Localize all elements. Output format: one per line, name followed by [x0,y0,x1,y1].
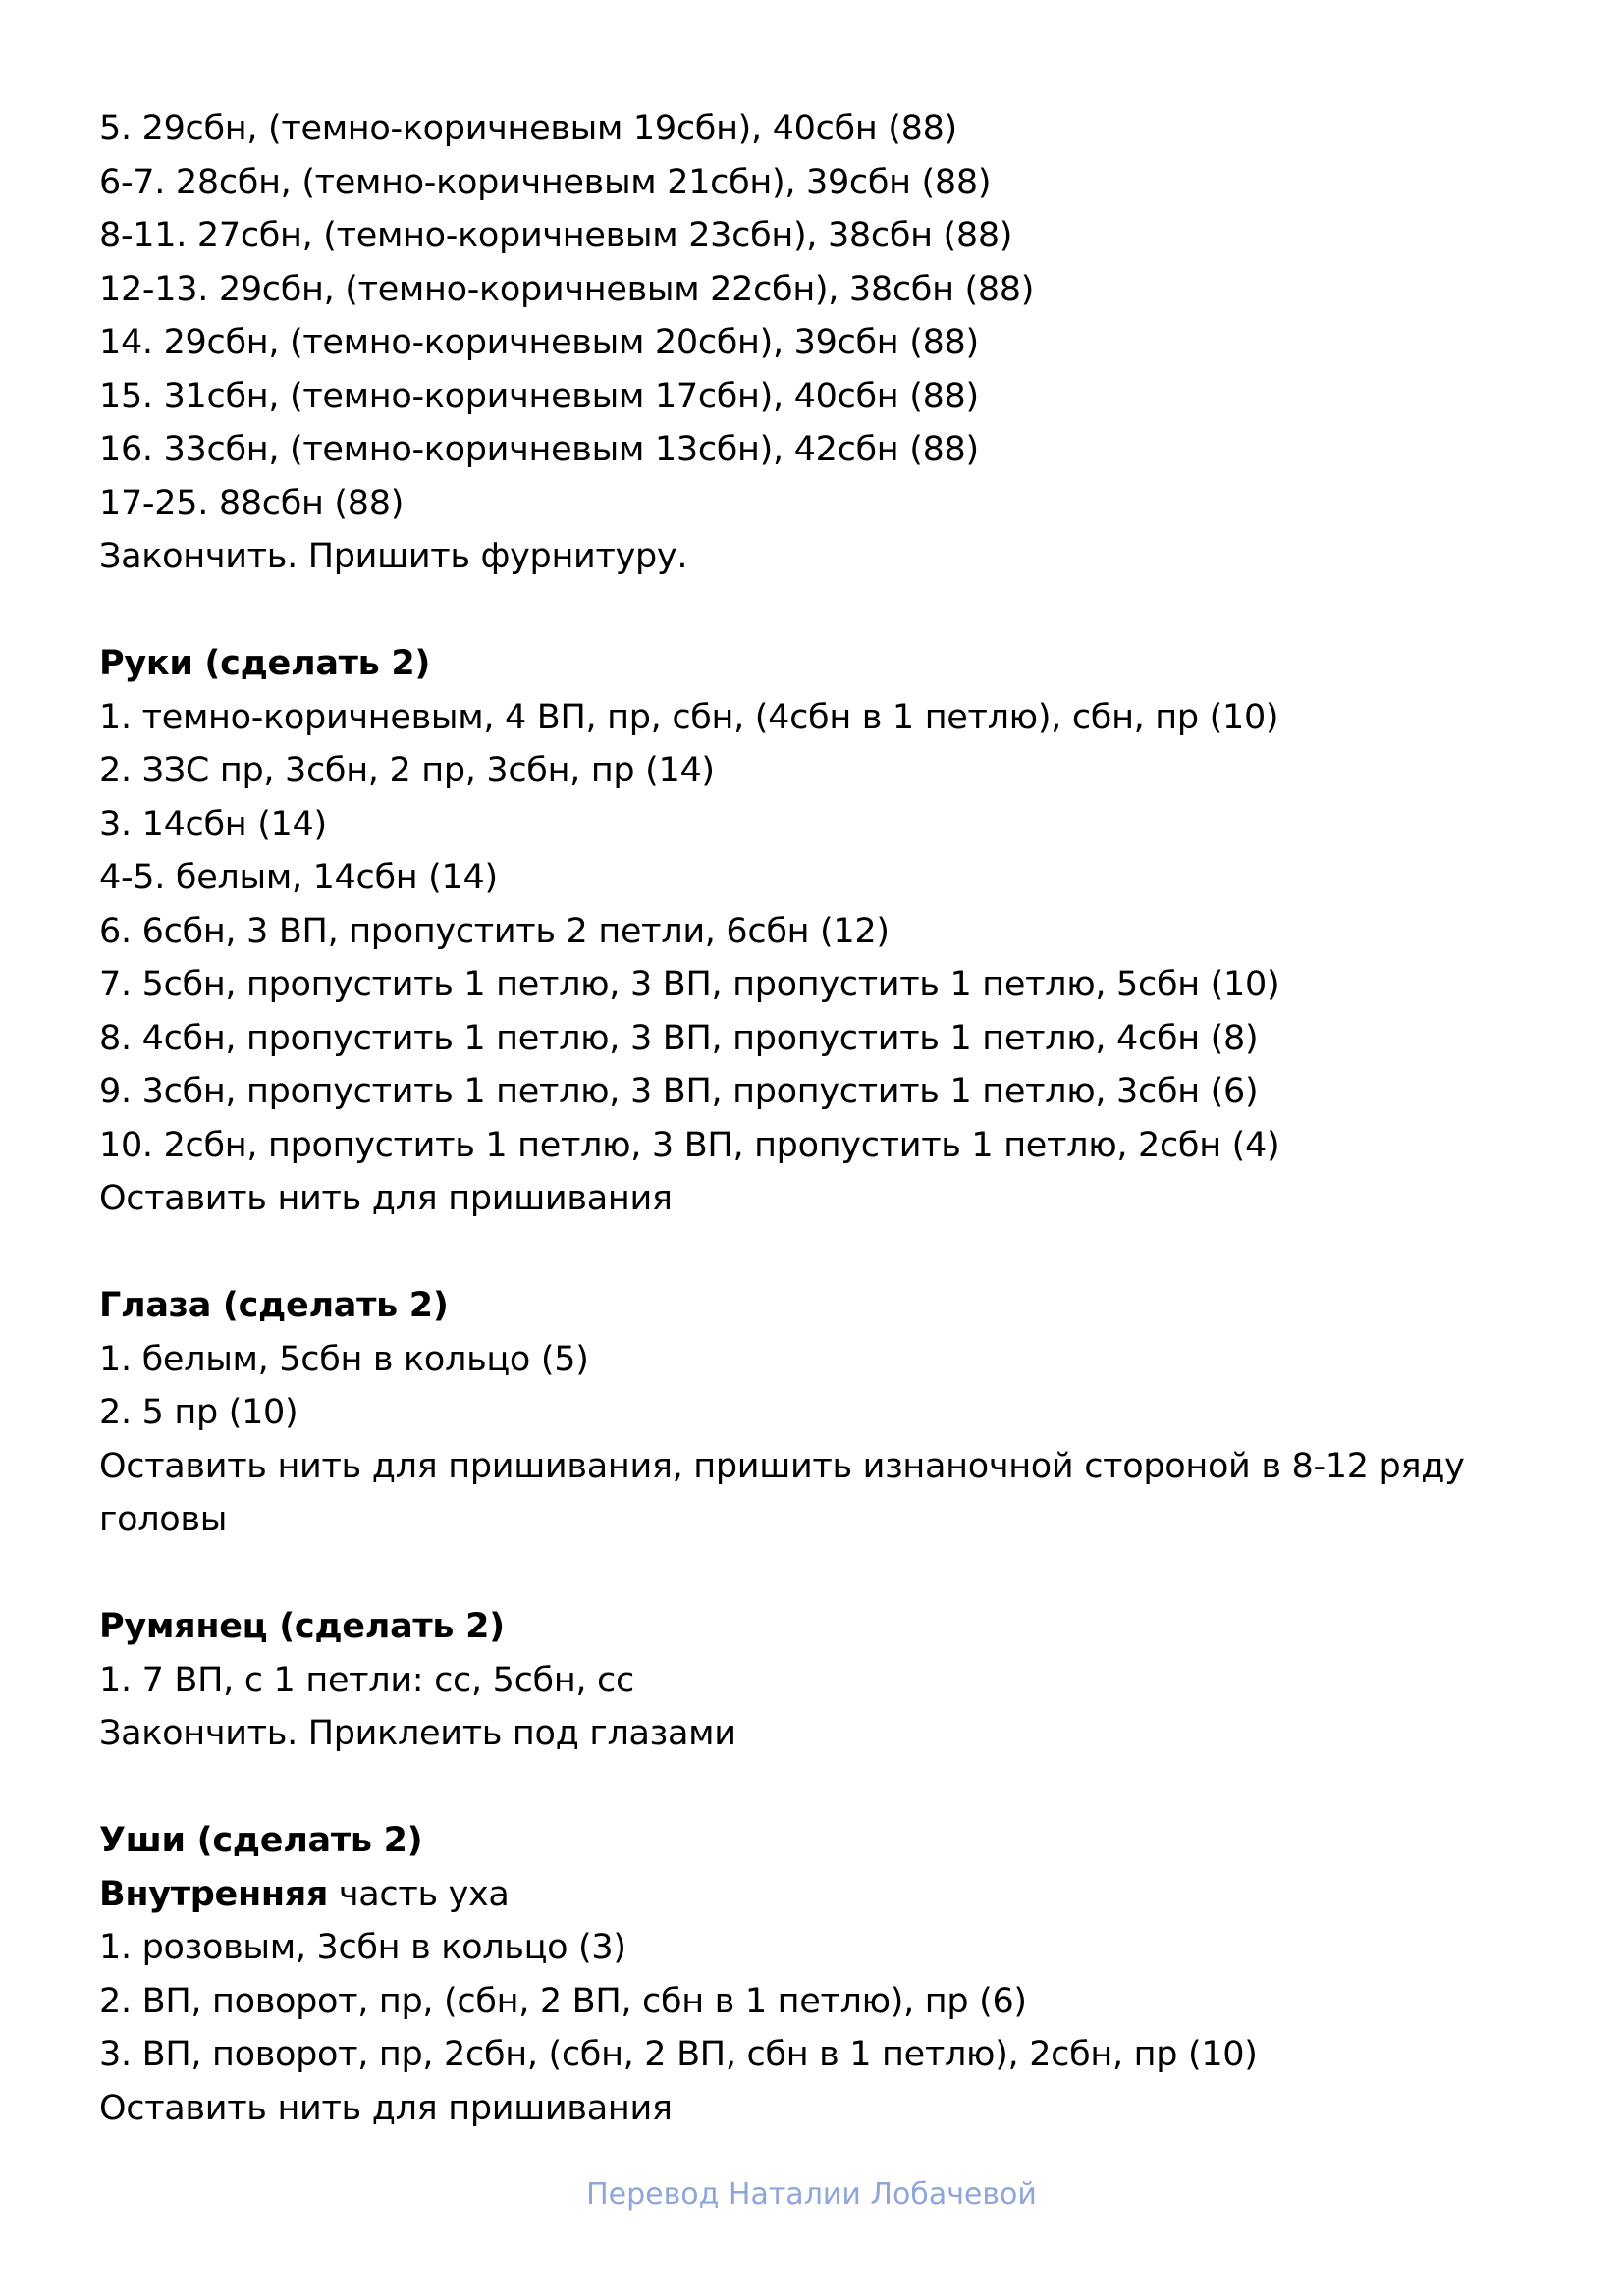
translator-credit: Перевод Наталии Лобачевой [586,2177,1037,2212]
pattern-row: 2. ВП, поворот, пр, (сбн, 2 ВП, сбн в 1 петлю), пр (6) [99,1981,1027,2021]
pattern-row: 12-13. 29сбн, (темно-коричневым 22сбн), 38сбн (88) [99,269,1035,309]
pattern-row: 5. 29сбн, (темно-коричневым 19сбн), 40сбн (88) [99,109,957,148]
subsection-heading [99,1868,1533,1922]
arms-section [99,637,1533,1226]
section-heading: Уши (сделать 2) [99,1821,423,1860]
pattern-row: 3. 14сбн (14) [99,804,327,844]
section-heading: Глаза (сделать 2) [99,1286,449,1325]
pattern-row: 1. белым, 5сбн в кольцо (5) [99,1339,589,1379]
section-heading: Румянец (сделать 2) [99,1607,505,1646]
pattern-row: 15. 31сбн, (темно-коричневым 17сбн), 40сбн (88) [99,376,979,416]
pattern-row: 6. 6сбн, 3 ВП, пропустить 2 петли, 6сбн (12) [99,911,890,951]
section-note: Оставить нить для пришивания, пришить изнаночной стороной в 8-12 ряду головы [99,1446,1465,1539]
section-note: Оставить нить для пришивания [99,2088,673,2128]
blush-section [99,1600,1533,1761]
section-gap [99,584,1533,638]
pattern-row: 16. 33сбн, (темно-коричневым 13сбн), 42сбн (88) [99,430,979,469]
pattern-row: 17-25. 88сбн (88) [99,483,405,523]
section-note: Закончить. Приклеить под глазами [99,1714,736,1753]
pattern-row: 7. 5сбн, пропустить 1 петлю, 3 ВП, пропустить 1 петлю, 5сбн (10) [99,965,1280,1004]
pattern-row: 1. темно-коричневым, 4 ВП, пр, сбн, (4сбн в 1 петлю), сбн, пр (10) [99,697,1279,737]
subsection-heading-bold: Внутренняя [99,1874,329,1914]
pattern-row: 3. ВП, поворот, пр, 2сбн, (сбн, 2 ВП, сбн в 1 петлю), 2сбн, пр (10) [99,2035,1258,2074]
document-body [99,102,1533,2135]
section-note: Оставить нить для пришивания [99,1179,673,1218]
pattern-row: 6-7. 28сбн, (темно-коричневым 21сбн), 39сбн (88) [99,162,992,202]
pattern-row: 2. 5 пр (10) [99,1393,298,1432]
section-heading: Руки (сделать 2) [99,644,431,683]
section-gap [99,1226,1533,1280]
section-note: Закончить. Пришить фурнитуру. [99,537,688,576]
subsection-heading-rest: часть уха [328,1874,510,1914]
pattern-row: 9. 3сбн, пропустить 1 петлю, 3 ВП, пропустить 1 петлю, 3сбн (6) [99,1072,1259,1111]
pattern-row: 8. 4сбн, пропустить 1 петлю, 3 ВП, пропустить 1 петлю, 4сбн (8) [99,1018,1259,1058]
pattern-row: 10. 2сбн, пропустить 1 петлю, 3 ВП, пропустить 1 петлю, 2сбн (4) [99,1125,1280,1165]
section-gap [99,1761,1533,1815]
ears-section [99,1814,1533,2135]
pattern-row: 8-11. 27сбн, (темно-коричневым 23сбн), 38сбн (88) [99,216,1013,255]
section-gap [99,1547,1533,1601]
pattern-row: 14. 29сбн, (темно-коричневым 20сбн), 39сбн (88) [99,323,979,362]
pattern-row: 4-5. белым, 14сбн (14) [99,858,498,897]
eyes-section [99,1279,1533,1547]
pattern-row: 2. ЗЗС пр, 3сбн, 2 пр, 3сбн, пр (14) [99,751,715,790]
body-section [99,102,1533,584]
pattern-row: 1. розовым, 3сбн в кольцо (3) [99,1928,626,1967]
pattern-row: 1. 7 ВП, с 1 петли: сс, 5сбн, сс [99,1660,634,1700]
